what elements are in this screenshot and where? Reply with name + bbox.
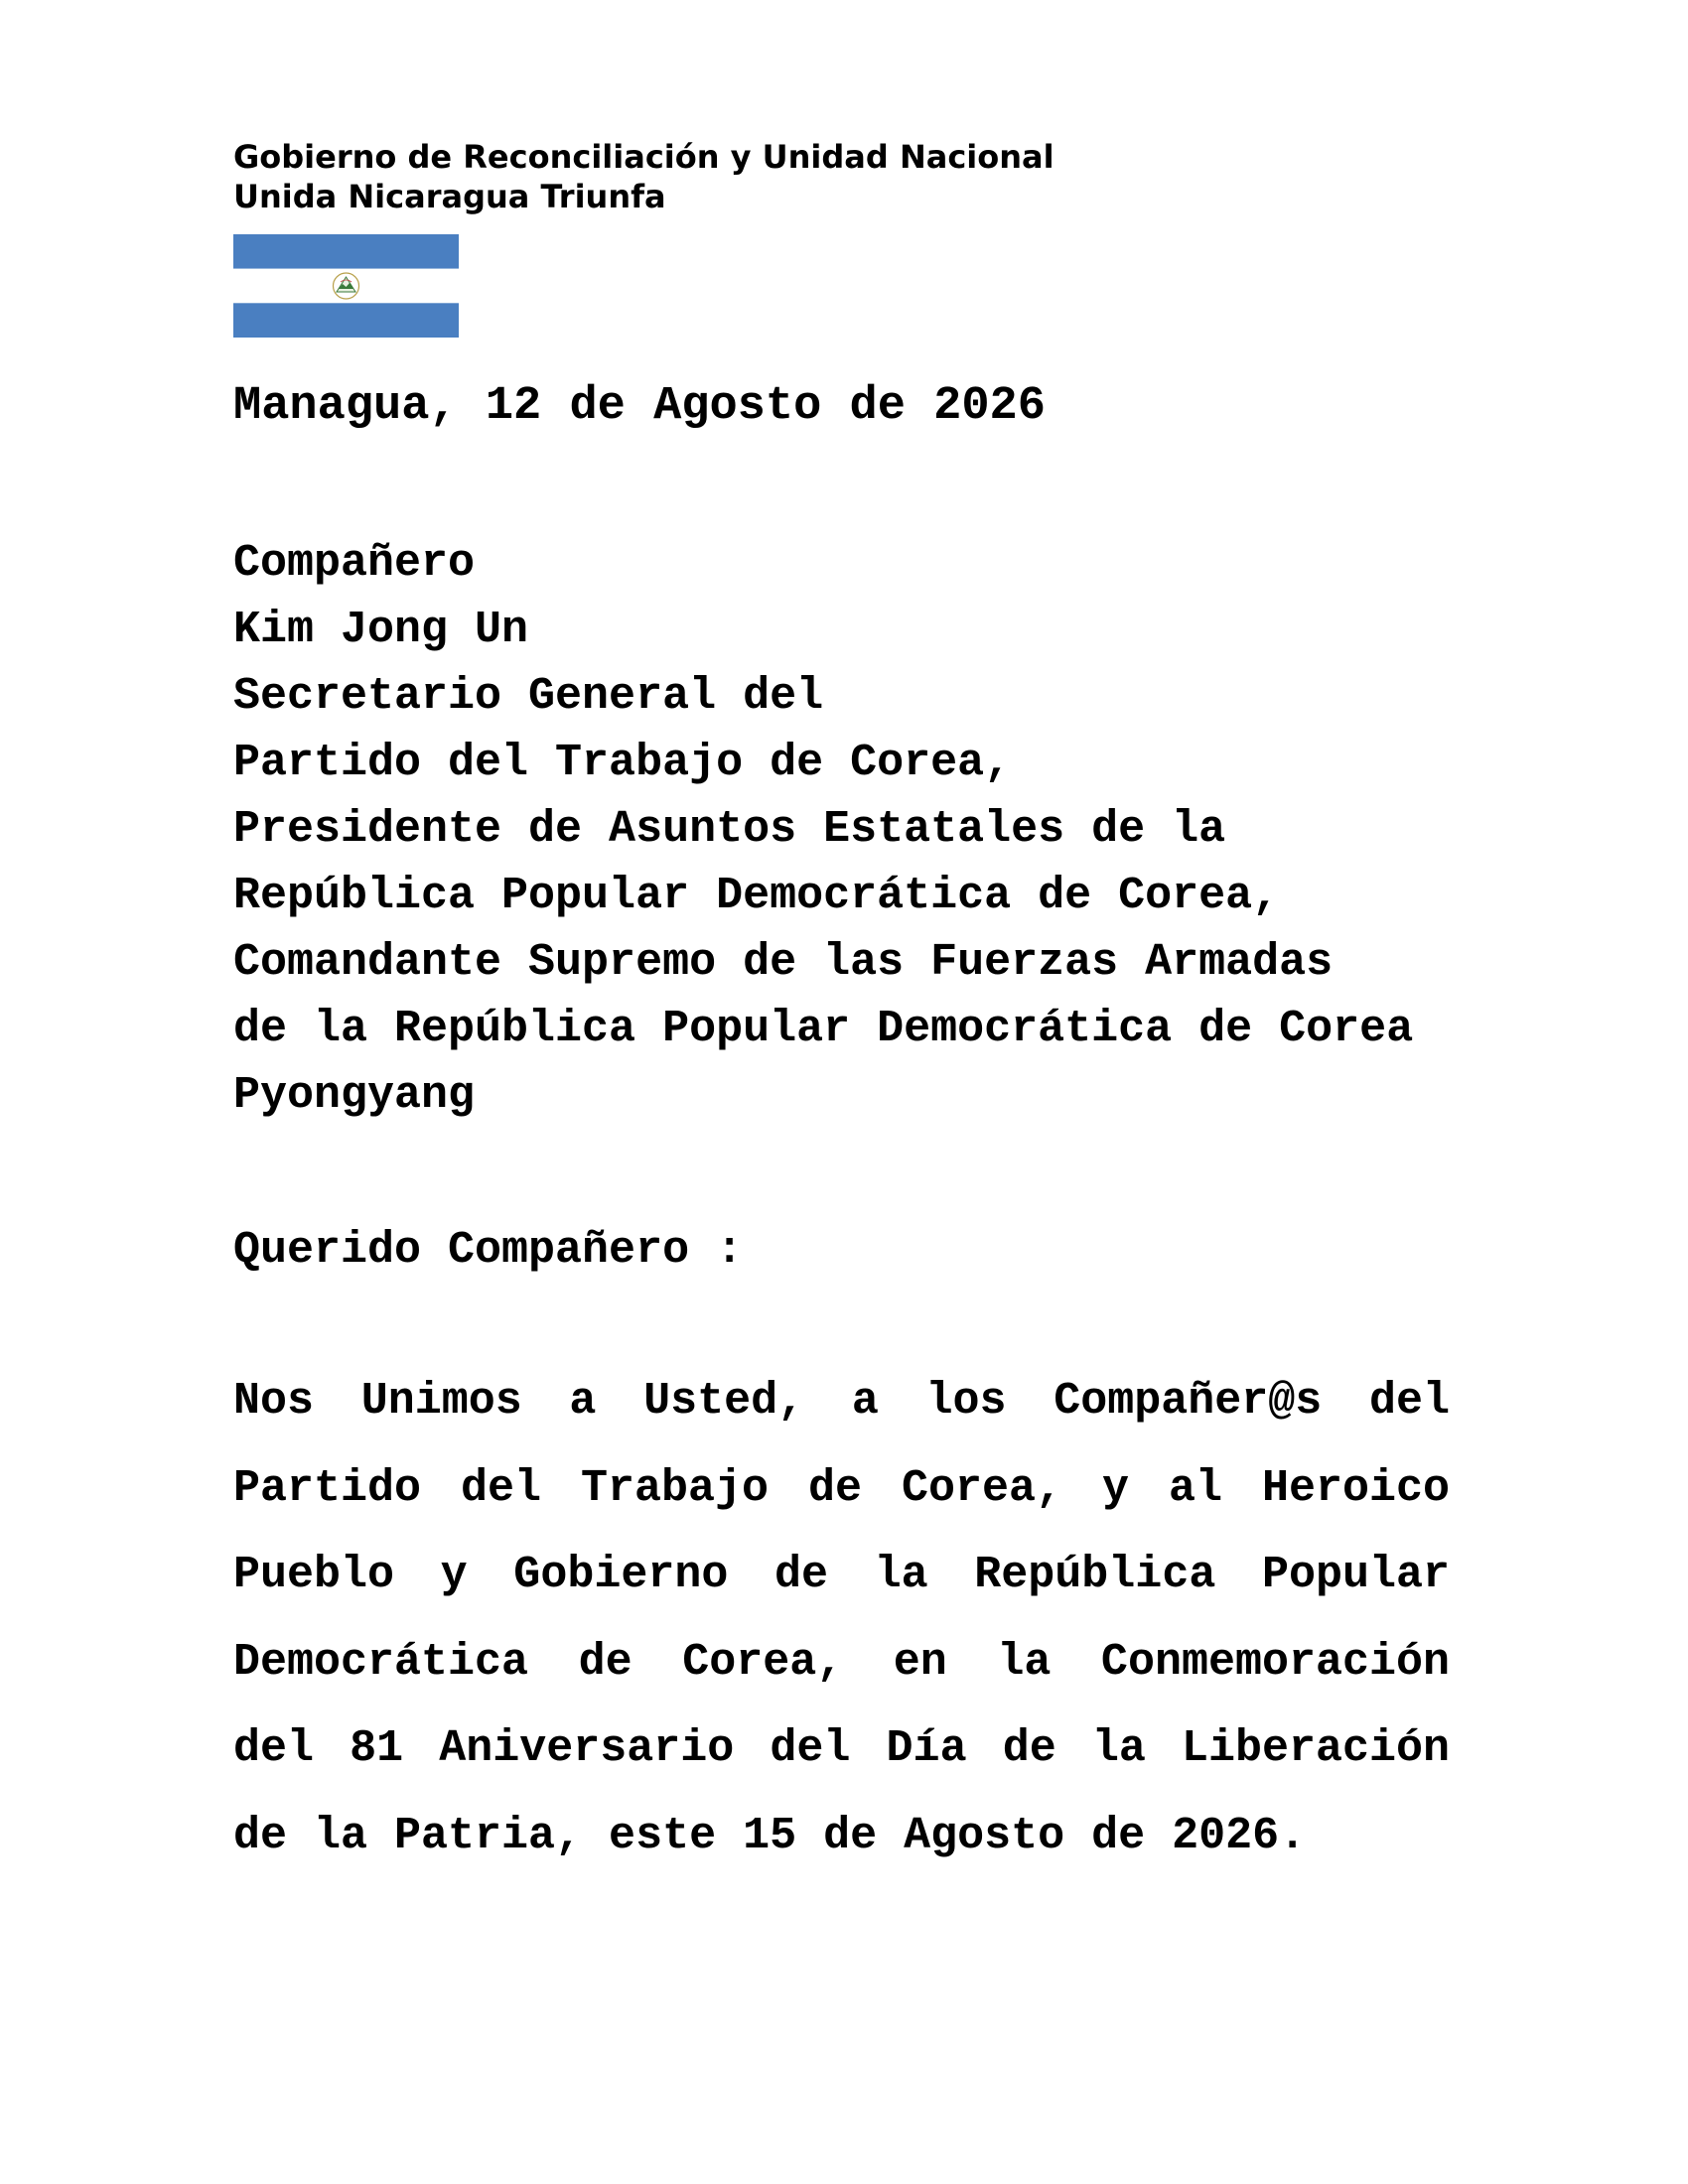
body-line: Partido del Trabajo de Corea, y al Heroico (233, 1462, 1450, 1514)
government-slogan: Unida Nicaragua Triunfa (233, 178, 666, 215)
letterhead (233, 137, 1055, 216)
body-line: Nos Unimos a Usted, a los Compañer@s del (233, 1376, 1450, 1427)
addressee-line: Partido del Trabajo de Corea, (233, 738, 1012, 788)
addressee-block (233, 530, 1413, 1129)
addressee-line: Kim Jong Un (233, 605, 529, 655)
letter-date: Managua, 12 de Agosto de 2026 (233, 380, 1046, 433)
addressee-line: Compañero (233, 538, 476, 589)
body-line: Pueblo y Gobierno de la República Popular (233, 1550, 1450, 1600)
addressee-line: Comandante Supremo de las Fuerzas Armadas (233, 937, 1334, 988)
addressee-line: Presidente de Asuntos Estatales de la (233, 804, 1226, 855)
addressee-line: República Popular Democrática de Corea, (233, 871, 1280, 921)
addressee-line: Secretario General del (233, 671, 824, 722)
salutation: Querido Compañero : (233, 1225, 744, 1276)
body-line: de la Patria, este 15 de Agosto de 2026. (233, 1810, 1307, 1861)
body-line: Democrática de Corea, en la Conmemoración (233, 1636, 1450, 1688)
government-name: Gobierno de Reconciliación y Unidad Nacional (233, 138, 1055, 176)
letter-body (233, 1358, 1450, 1879)
addressee-line: Pyongyang (233, 1070, 476, 1121)
nicaragua-flag-icon (233, 234, 459, 338)
addressee-line: de la República Popular Democrática de Corea (233, 1004, 1414, 1054)
body-line: del 81 Aniversario del Día de la Liberación (233, 1723, 1450, 1774)
